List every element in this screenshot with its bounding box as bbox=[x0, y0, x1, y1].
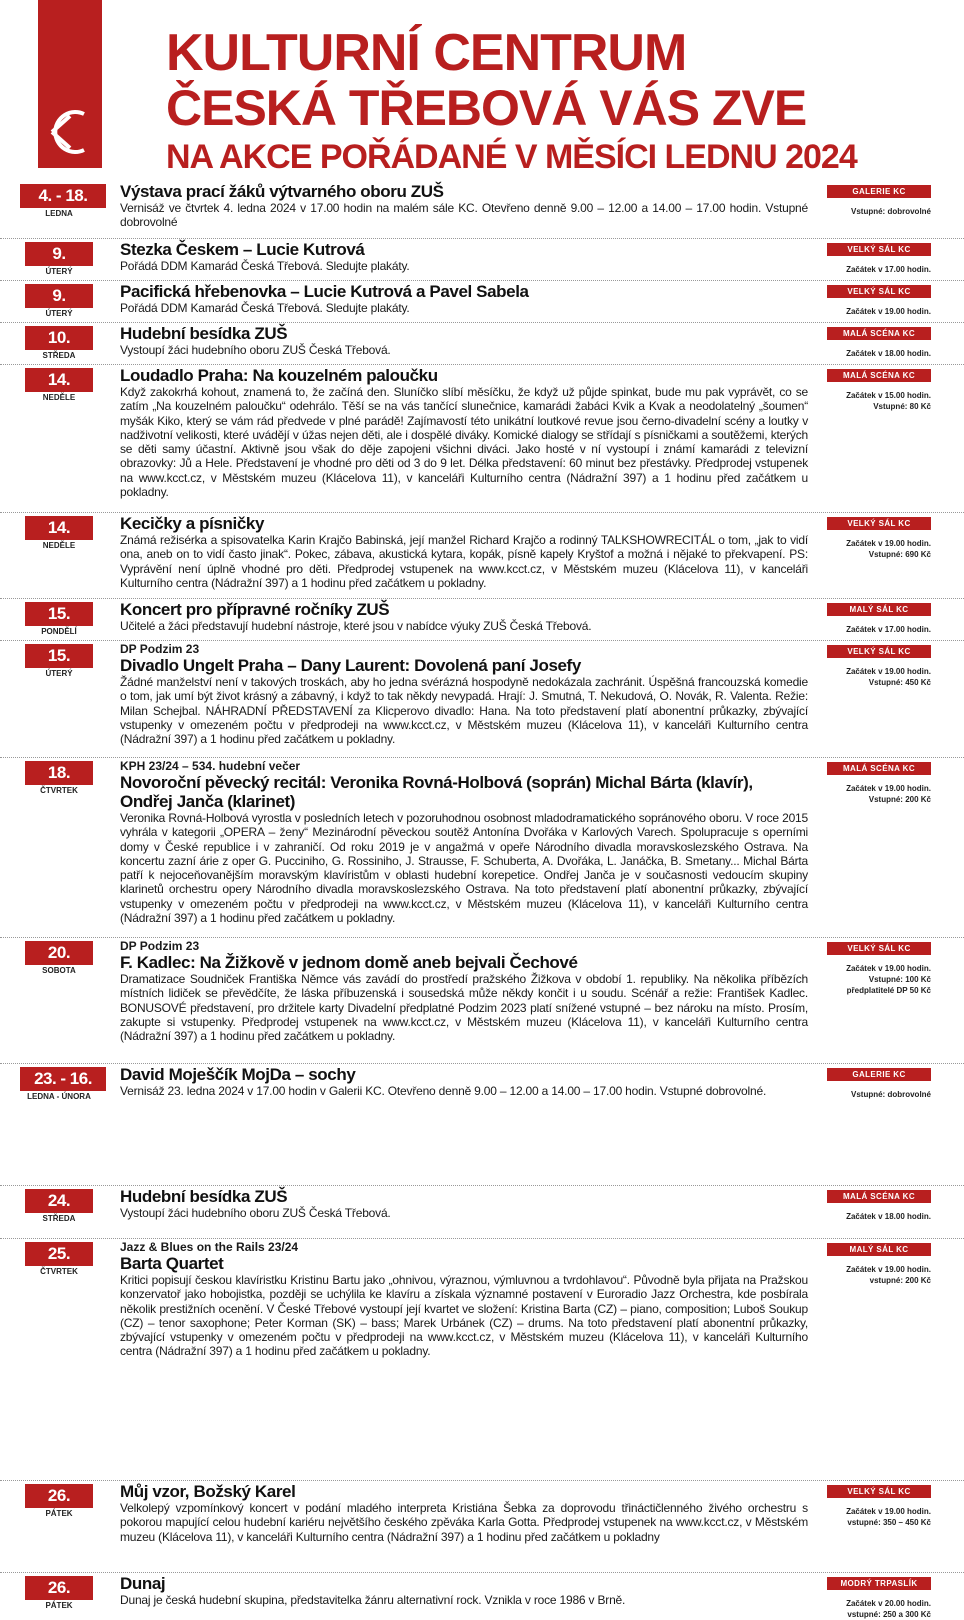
event-date: 4. - 18. bbox=[20, 184, 106, 208]
event-venue-badge: VELKÝ SÁL KC bbox=[827, 243, 931, 256]
event-day: ÚTERÝ bbox=[45, 267, 73, 276]
event-divider bbox=[0, 322, 964, 323]
event-divider bbox=[0, 1572, 964, 1573]
event-time-price: Začátek v 19.00 hodin. bbox=[846, 307, 931, 316]
event-venue-badge: MALÁ SCÉNA KC bbox=[827, 327, 931, 340]
event-time-price: Začátek v 18.00 hodin. bbox=[846, 1212, 931, 1221]
event-title: Kecičky a písničky bbox=[120, 514, 265, 533]
event-day: ÚTERÝ bbox=[45, 669, 73, 678]
event-body bbox=[120, 514, 808, 590]
page-tagline bbox=[166, 138, 857, 176]
event-day: PONDĚLÍ bbox=[41, 627, 77, 636]
event-date: 26. bbox=[25, 1484, 93, 1508]
event-day: ČTVRTEK bbox=[40, 1267, 78, 1276]
event-title: Pacifická hřebenovka – Lucie Kutrová a Pavel Sabela bbox=[120, 282, 529, 301]
event-day: PÁTEK bbox=[45, 1509, 73, 1518]
tagline-month: LEDNU 2024 bbox=[664, 138, 857, 176]
kc-logo-icon bbox=[40, 102, 100, 162]
event-day: PÁTEK bbox=[45, 1601, 73, 1610]
event-divider bbox=[0, 1480, 964, 1481]
event-divider bbox=[0, 512, 964, 513]
event-description: Vystoupí žáci hudebního oboru ZUŠ Česká Třebová. bbox=[120, 1206, 391, 1220]
event-venue-badge: VELKÝ SÁL KC bbox=[827, 645, 931, 658]
event-title: Dunaj bbox=[120, 1574, 166, 1593]
event-body bbox=[120, 366, 808, 499]
event-body bbox=[120, 240, 808, 273]
event-title: Stezka Českem – Lucie Kutrová bbox=[120, 240, 365, 259]
event-title: Hudební besídka ZUŠ bbox=[120, 1187, 288, 1206]
event-venue-badge: MALÁ SCÉNA KC bbox=[827, 369, 931, 382]
event-time-price: Začátek v 18.00 hodin. bbox=[846, 349, 931, 358]
event-time-price: Začátek v 19.00 hodin. Vstupné: 450 Kč bbox=[846, 667, 931, 687]
event-venue-badge: VELKÝ SÁL KC bbox=[827, 1485, 931, 1498]
event-description: Vernisáž ve čtvrtek 4. ledna 2024 v 17.00 hodin na malém sále KC. Otevřeno denně 9.00 – 12.00 a 14.00 – 17.00 hodin. Vstupné dobrovolné bbox=[120, 201, 808, 230]
event-body bbox=[120, 1065, 808, 1098]
event-date: 14. bbox=[25, 368, 93, 392]
event-venue-badge: VELKÝ SÁL KC bbox=[827, 517, 931, 530]
kc-logo bbox=[38, 0, 102, 168]
event-series: DP Podzim 23 bbox=[120, 939, 200, 953]
event-date: 9. bbox=[25, 242, 93, 266]
event-body bbox=[120, 282, 808, 315]
event-date: 9. bbox=[25, 284, 93, 308]
event-divider bbox=[0, 280, 964, 281]
event-series: DP Podzim 23 bbox=[120, 642, 200, 656]
event-body bbox=[120, 324, 808, 357]
event-venue-badge: GALERIE KC bbox=[827, 185, 931, 198]
event-description: Vernisáž 23. ledna 2024 v 17.00 hodin v Galerii KC. Otevřeno denně 9.00 – 12.00 a 14.00 – 17.00 hodin. Vstupné dobrovolné. bbox=[120, 1084, 767, 1098]
event-series: KPH 23/24 – 534. hudební večer bbox=[120, 759, 301, 773]
event-time-price: Začátek v 17.00 hodin. bbox=[846, 625, 931, 634]
event-description: Pořádá DDM Kamarád Česká Třebová. Sledujte plakáty. bbox=[120, 301, 410, 315]
event-body bbox=[120, 1574, 808, 1607]
event-description: Žádné manželství není v takových troskách, aby ho jedna svérázná hospodyně nedokázala zachránit. Úspěšná francouzská komedie o tom, jak umí být život krásný a zábavný, i když to tak někdy nevypadá. Hrají: J. Smutná, T. Nekudová, O. Novák, R. Valenta. Režie: Milan Schejbal. NÁHRADNÍ PŘEDSTAVENÍ za Klicperovo divadlo: Hana. Na toto představení platí abonentní průkazky, zbývající vstupenky v omezeném počtu v předprodeji na www.kcct.cz, v Městském muzeu (Klácelova 11), v kanceláři Kulturního centra (Nádražní 397) a 1 hodinu před začátkem u pokladny. bbox=[120, 675, 808, 747]
event-body bbox=[120, 642, 808, 746]
event-body bbox=[120, 1240, 808, 1359]
event-venue-badge: GALERIE KC bbox=[827, 1068, 931, 1081]
event-date: 14. bbox=[25, 516, 93, 540]
event-title: Novoroční pěvecký recitál: Veronika Rovná-Holbová (soprán) Michal Bárta (klavír), Ondřej Janča (klarinet) bbox=[120, 773, 753, 811]
event-day: NEDĚLE bbox=[42, 393, 76, 402]
event-title: David Moješčík MojDa – sochy bbox=[120, 1065, 356, 1084]
event-time-price: Začátek v 17.00 hodin. bbox=[846, 265, 931, 274]
event-time-price: Začátek v 15.00 hodin. Vstupné: 80 Kč bbox=[846, 391, 931, 411]
event-description: Veronika Rovná-Holbová vyrostla v posledních letech v pozoruhodnou osobnost mladodramatického sopránového oboru. V roce 2015 vyhrála v kategorii „OPERA – ženy“ Mezinárodní pěveckou soutěž Antonína Dvořáka v Karlových Varech. Spolupracuje s operními domy v České republice i v zahraničí. Od roku 2019 je v angažmá v opeře Národního divadla moravskoslezského Ostrava. Na koncertu zazní árie z oper G. Pucciniho, G. Rossiniho, J. Strausse, F. Schuberta, A. Dvořáka, L. Janáčka, B. Smetany... Michal Bárta patří k nejoceňovanějším moravským klavíristům v oblasti hudební korepetice. Ondřej Janča je v současnosti vedoucím skupiny klarinetů orchestru opery Národního divadla moravskoslezského Ostrava. Na toto představení platí abonentní průkazky, zbývající vstupenky v omezeném počtu v předprodeji na www.kcct.cz, v Městském muzeu (Klácelova 11), v kanceláři Kulturního centra (Nádražní 397) a 1 hodinu před začátkem u pokladny. bbox=[120, 811, 808, 926]
event-venue-badge: VELKÝ SÁL KC bbox=[827, 285, 931, 298]
event-divider bbox=[0, 1063, 964, 1064]
event-title: Výstava prací žáků výtvarného oboru ZUŠ bbox=[120, 182, 444, 201]
event-day: LEDNA bbox=[45, 209, 73, 218]
event-time-price: Začátek v 19.00 hodin. Vstupné: 690 Kč bbox=[846, 539, 931, 559]
event-date: 15. bbox=[25, 644, 93, 668]
event-time-price: Začátek v 19.00 hodin. vstupné: 200 Kč bbox=[846, 1265, 931, 1285]
event-venue-badge: MALÝ SÁL KC bbox=[827, 1243, 931, 1256]
tagline-prefix: NA AKCE POŘÁDANÉ V MĚSÍCI bbox=[166, 138, 665, 176]
event-divider bbox=[0, 757, 964, 758]
page-subtitle: ČESKÁ TŘEBOVÁ VÁS ZVE bbox=[166, 80, 807, 136]
event-venue-badge: MALÝ SÁL KC bbox=[827, 603, 931, 616]
event-time-price: Vstupné: dobrovolné bbox=[851, 207, 931, 216]
event-series: Jazz & Blues on the Rails 23/24 bbox=[120, 1240, 299, 1254]
event-body bbox=[120, 1482, 808, 1544]
event-date: 18. bbox=[25, 761, 93, 785]
event-description: Dunaj je česká hudební skupina, představitelka žánru alternativní rock. Vznikla v roce 1986 v Brně. bbox=[120, 1593, 626, 1607]
event-description: Dramatizace Soudniček Františka Němce vás zavádí do prostředí pražského Žižkova v období 1. republiky. Na několika příbězích místních lidiček se převědčíte, že láska příbuzenská i sousedská může někdy končit i u soudu. Scénář a režie: František Kadlec. BONUSOVÉ představení, pro držitele karty Divadelní předplatné Podzim 2023 platí snížené vstupné – bez nároku na místo. Prosím, zakupte si vstupenky. Předprodej vstupenek na www.kcct.cz, v Městském muzeu (Klácelova 11), v kanceláři Kulturního centra (Nádražní 397) a 1 hodinu před začátkem u pokladny. bbox=[120, 972, 808, 1044]
event-divider bbox=[0, 640, 964, 641]
event-venue-badge: MALÁ SCÉNA KC bbox=[827, 1190, 931, 1203]
event-description: Velkolepý vzpomínkový koncert v podání mladého interpreta Kristiána Šebka za doprovodu třináctičlenného živého orchestru s pokorou mapující celou hudební kariéru největšího českého zpěváka Karla Gotta. Předprodej vstupenek na www.kcct.cz, v Městském muzeu (Klácelova 11), v kanceláři Kulturního centra (Nádražní 397) a 1 hodinu před začátkem u pokladny bbox=[120, 1501, 808, 1544]
event-divider bbox=[0, 1238, 964, 1239]
event-body bbox=[120, 600, 808, 633]
event-body bbox=[120, 1187, 808, 1220]
event-date: 15. bbox=[25, 602, 93, 626]
event-date: 10. bbox=[25, 326, 93, 350]
event-divider bbox=[0, 364, 964, 365]
event-venue-badge: MALÁ SCÉNA KC bbox=[827, 762, 931, 775]
event-description: Učitelé a žáci představují hudební nástroje, které jsou v nabídce výuky ZUŠ Česká Třebová. bbox=[120, 619, 592, 633]
event-title: F. Kadlec: Na Žižkově v jednom domě aneb bejvali Čechové bbox=[120, 953, 578, 972]
event-body bbox=[120, 182, 808, 230]
event-day: STŘEDA bbox=[42, 351, 76, 360]
event-title: Loudadlo Praha: Na kouzelném paloučku bbox=[120, 366, 438, 385]
event-title: Divadlo Ungelt Praha – Dany Laurent: Dovolená paní Josefy bbox=[120, 656, 581, 675]
event-divider bbox=[0, 598, 964, 599]
event-time-price: Začátek v 20.00 hodin. vstupné: 250 a 300 Kč bbox=[846, 1599, 931, 1619]
event-venue-badge: VELKÝ SÁL KC bbox=[827, 942, 931, 955]
event-body bbox=[120, 939, 808, 1043]
event-divider bbox=[0, 238, 964, 239]
event-day: LEDNA - ÚNORA bbox=[27, 1092, 91, 1101]
event-date: 24. bbox=[25, 1189, 93, 1213]
event-divider bbox=[0, 1185, 964, 1186]
event-time-price: Vstupné: dobrovolné bbox=[851, 1090, 931, 1099]
event-divider bbox=[0, 937, 964, 938]
event-title: Můj vzor, Božský Karel bbox=[120, 1482, 296, 1501]
event-description: Pořádá DDM Kamarád Česká Třebová. Sledujte plakáty. bbox=[120, 259, 410, 273]
event-date: 25. bbox=[25, 1242, 93, 1266]
page-title: KULTURNÍ CENTRUM bbox=[166, 24, 687, 82]
event-description: Známá režisérka a spisovatelka Karin Krajčo Babinská, její manžel Richard Krajčo a rodinný TALKSHOWRECITÁL o tom, „jak to vidí ona, aneb on to vidí často jinak“. Pokec, zábava, akustická kytara, kopák, písně kapely Kryštof a možná i nějaké to překvapení. PS: Vyprávění není úplně vhodné pro děti. Předprodej vstupenek na www.kcct.cz, v Městském muzeu (Klácelova 11), v kanceláři Kulturního centra (Nádražní 397) a 1 hodinu před začátkem u pokladny. bbox=[120, 533, 808, 590]
event-day: STŘEDA bbox=[42, 1214, 76, 1223]
event-description: Když zakokrhá kohout, znamená to, že začíná den. Sluníčko slíbí měsíčku, že když už půjde spinkat, bude mu pak vyprávět, co se zatím „Na kouzelném paloučku“ odehrálo. Těší se na vás tančící slunečnice, kamarádi žabáci Kvik a Kvak a neodolatelný „šoumen“ myšák Kiko, který se vám rád předvede v plné parádě! Zajímavostí této unikátní loutkové revue jsou černo-divadelní scény a loutky v nadživotní velikosti, které uvádějí v úžas nejen děti, ale i dospělé diváky. Komické dialogy se střídají s písničkami a soutěžemi, kterých se děti samy účastní. Aktivně jsou však do děje zapojeni všichni diváci. Jako hosté v ní vystoupí i známí kamarádi z televizní obrazovky: Jů a Hele. Představení je vhodné pro děti od 3 do 9 let. Délka představení: 60 minut bez přestávky. Předprodej vstupenek na www.kcct.cz, v Městském muzeu (Klácelova 11), v kanceláři Kulturního centra (Nádražní 397) a 1 hodinu před začátkem u pokladny. bbox=[120, 385, 808, 500]
event-time-price: Začátek v 19.00 hodin. vstupné: 350 – 450 Kč bbox=[846, 1507, 931, 1527]
event-day: ÚTERÝ bbox=[45, 309, 73, 318]
event-day: NEDĚLE bbox=[42, 541, 76, 550]
event-venue-badge: MODRÝ TRPASLÍK bbox=[827, 1577, 931, 1590]
event-date: 26. bbox=[25, 1576, 93, 1600]
event-day: ČTVRTEK bbox=[40, 786, 78, 795]
event-description: Kritici popisují českou klavíristku Kristinu Bartu jako „ohnivou, výraznou, výmluvnou a tvrdohlavou“. Původně byla přijata na Pražskou konzervatoř jako hobojistka, později se uchýlila ke klavíru a získala významné postavení v Euroradio Jazz Orchestra, kde posbírala několik prestižních ocenění. V České Třebové vystoupí její kvartet ve složení: Kristina Barta (CZ) – piano, composition; Luboš Soukup (CZ) – tenor saxophone; Peter Korman (SK) – bass; Marek Urbánek (CZ) – drums. Na toto představení platí abonentní průkazky, zbývající vstupenky v omezeném počtu v předprodeji na www.kcct.cz, v Městském muzeu (Klácelova 11), v kanceláři Kulturního centra (Nádražní 397) a 1 hodinu před začátkem u pokladny. bbox=[120, 1273, 808, 1359]
event-time-price: Začátek v 19.00 hodin. Vstupné: 100 Kč předplatitelé DP 50 Kč bbox=[846, 964, 931, 995]
event-date: 23. - 16. bbox=[20, 1067, 106, 1091]
event-description: Vystoupí žáci hudebního oboru ZUŠ Česká Třebová. bbox=[120, 343, 391, 357]
event-time-price: Začátek v 19.00 hodin. Vstupné: 200 Kč bbox=[846, 784, 931, 804]
event-day: SOBOTA bbox=[42, 966, 76, 975]
event-title: Koncert pro přípravné ročníky ZUŠ bbox=[120, 600, 390, 619]
event-title: Hudební besídka ZUŠ bbox=[120, 324, 288, 343]
event-title: Barta Quartet bbox=[120, 1254, 224, 1273]
event-date: 20. bbox=[25, 941, 93, 965]
event-body bbox=[120, 759, 808, 925]
